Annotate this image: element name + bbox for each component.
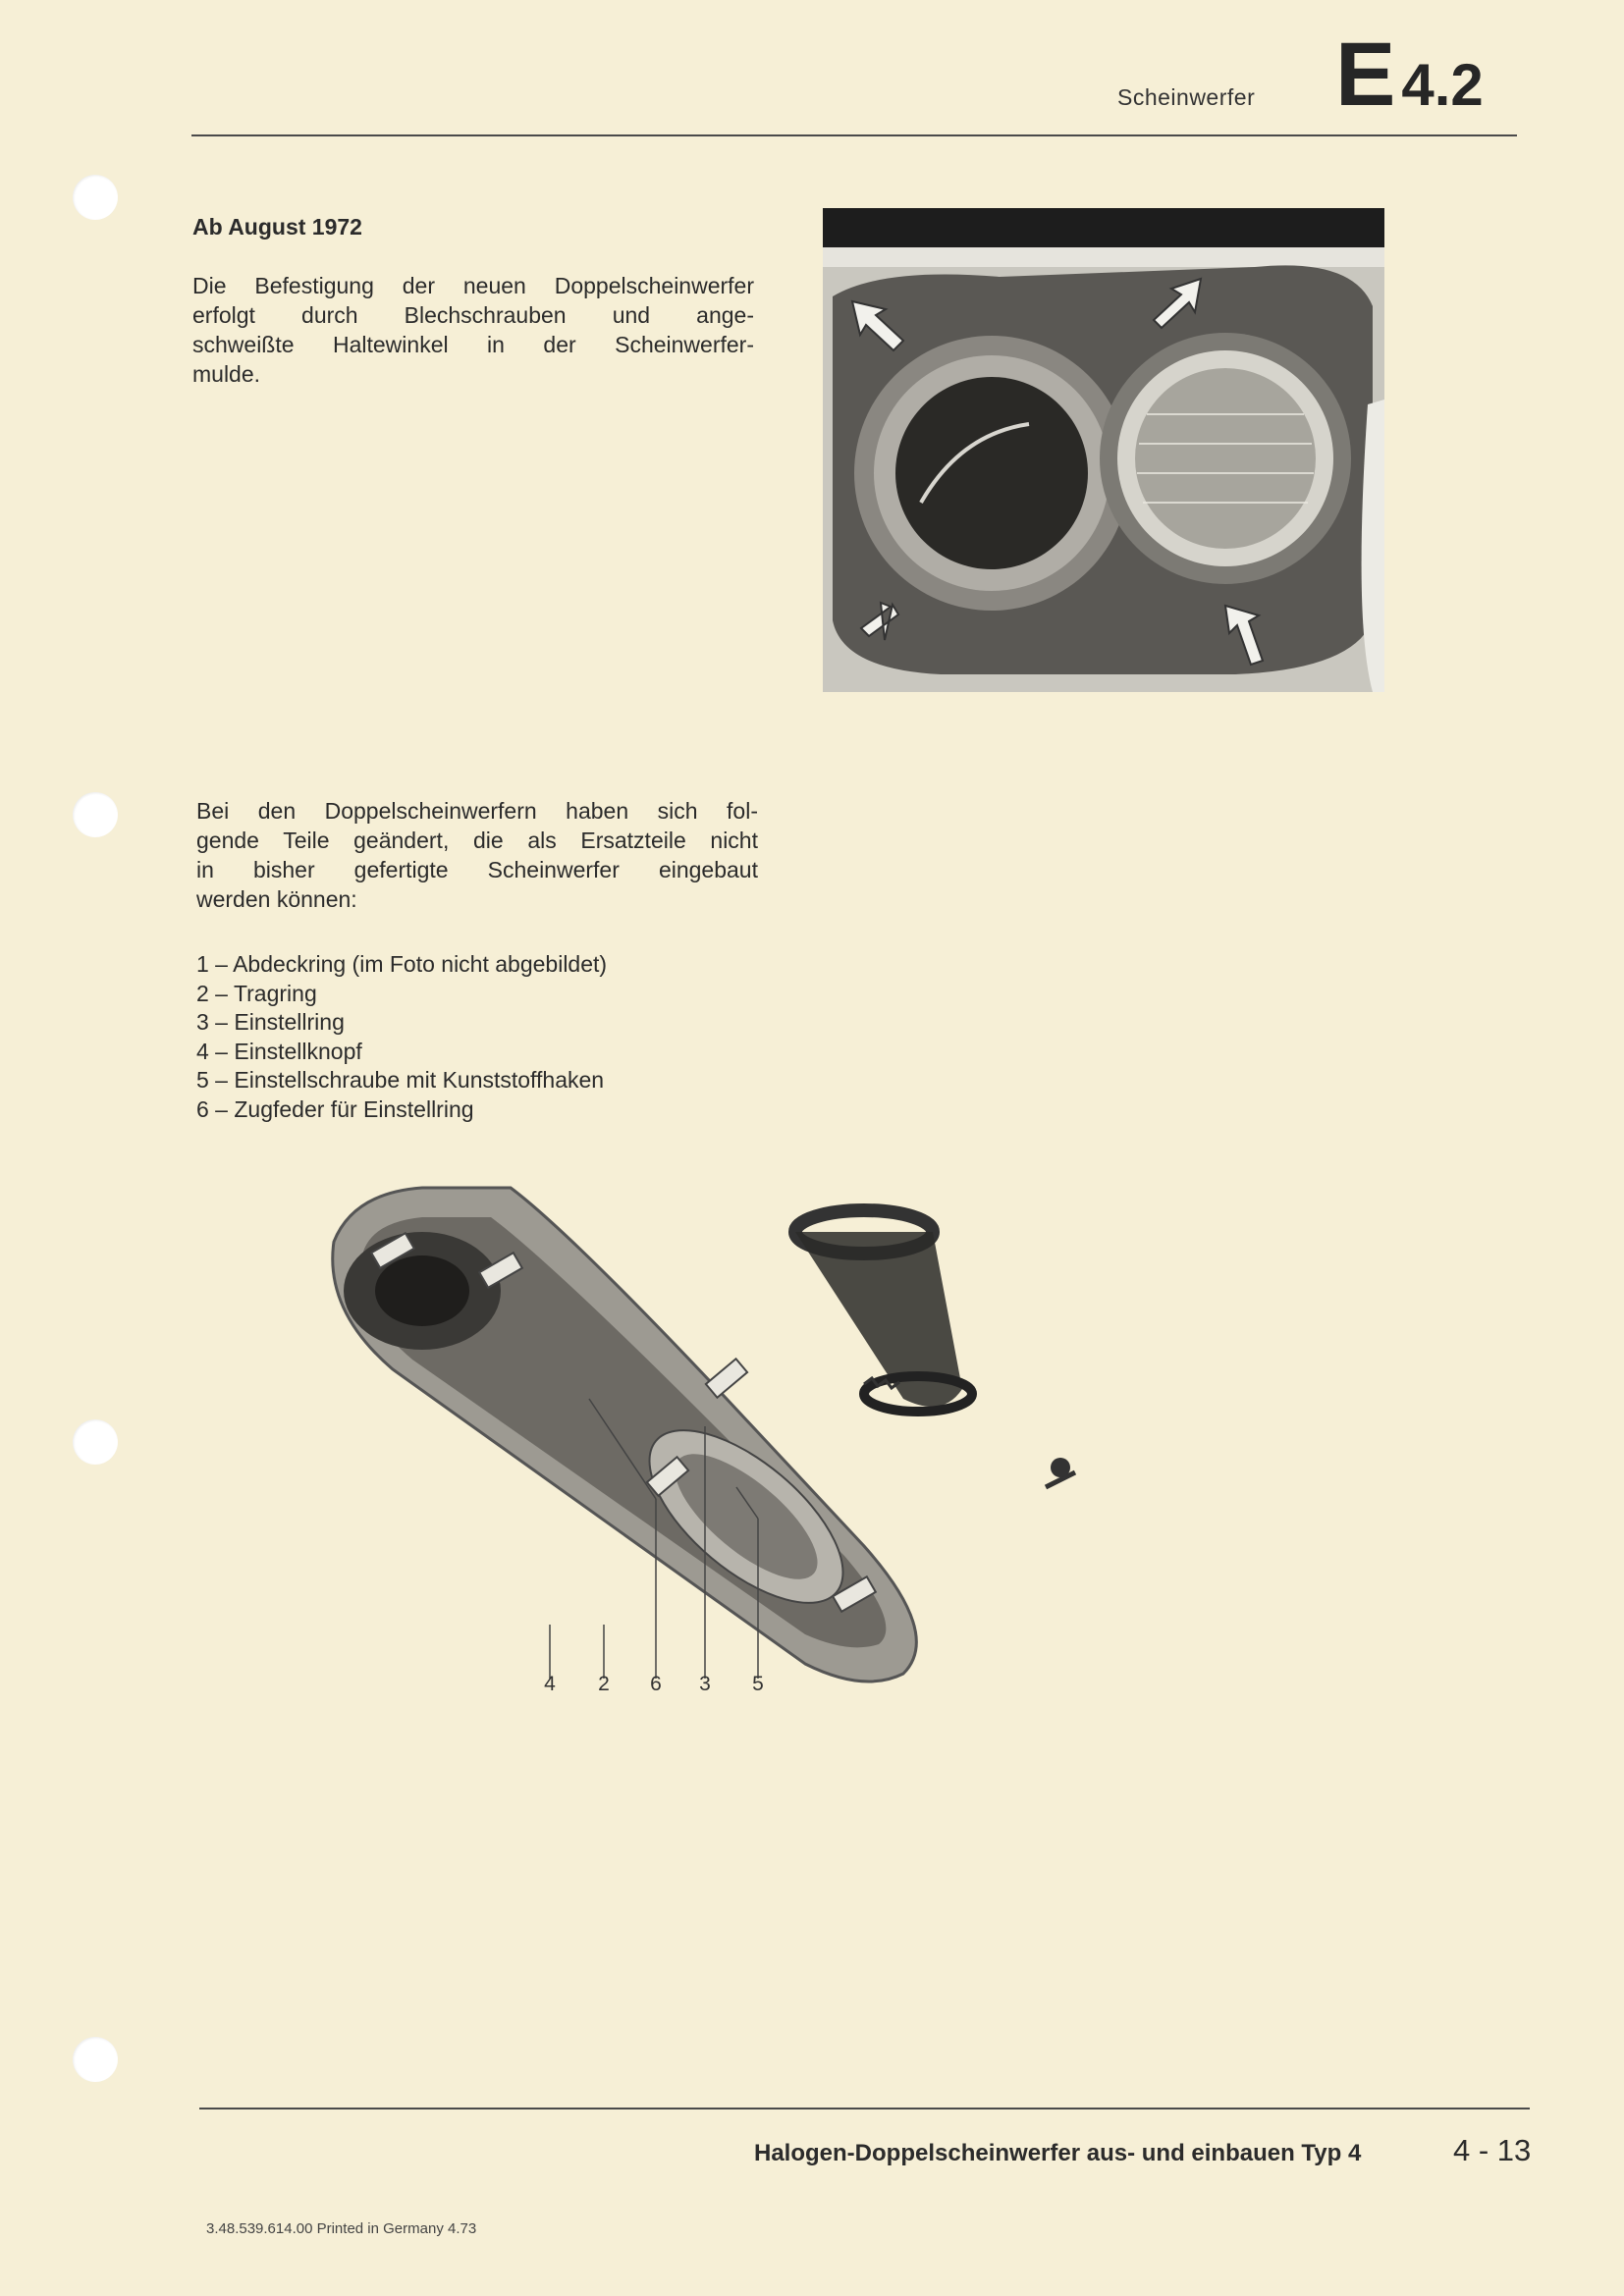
- punch-hole-1: [73, 175, 118, 220]
- adjusting-screw: [1046, 1458, 1075, 1487]
- intro-line-2: erfolgt durch Blechschrauben und ange-: [192, 302, 754, 328]
- label-6: 6: [650, 1673, 662, 1695]
- intro-line-1: Die Befestigung der neuen Doppelscheinwerfer: [192, 273, 754, 298]
- label-3: 3: [699, 1673, 711, 1695]
- punch-hole-4: [73, 2037, 118, 2082]
- section-number: 4.2: [1401, 52, 1484, 118]
- header-title: Scheinwerfer: [1117, 84, 1256, 110]
- intro-line-3: schweißte Haltewinkel in der Scheinwerfer-: [192, 332, 754, 357]
- section-letter: E: [1335, 25, 1396, 125]
- parts-list-item: 5 – Einstellschraube mit Kunststoffhaken: [196, 1067, 605, 1093]
- section-mark: [1335, 25, 1484, 125]
- header-rule: [191, 134, 1517, 136]
- parts-list-item: 3 – Einstellring: [196, 1009, 345, 1035]
- print-info: 3.48.539.614.00 Printed in Germany 4.73: [206, 2220, 477, 2237]
- parts-list-item: 6 – Zugfeder für Einstellring: [196, 1095, 474, 1122]
- parts-list-item: 2 – Tragring: [196, 980, 317, 1006]
- changes-line-4: werden können:: [196, 886, 357, 912]
- footer-title: Halogen-Doppelscheinwerfer aus- und einbauen Typ 4: [754, 2140, 1362, 2166]
- changes-paragraph: [196, 796, 758, 914]
- punch-hole-3: [73, 1419, 118, 1465]
- changes-line-3: in bisher gefertigte Scheinwerfer eingebaut: [196, 857, 758, 882]
- intro-line-4: mulde.: [192, 361, 261, 387]
- intro-paragraph: [192, 271, 754, 389]
- changes-line-2: gende Teile geändert, die als Ersatzteile nicht: [196, 828, 758, 853]
- parts-list-item: 1 – Abdeckring (im Foto nicht abgebildet): [196, 951, 608, 977]
- parts-list: [196, 950, 607, 1124]
- footer-rule: [199, 2108, 1530, 2109]
- changes-line-1: Bei den Doppelscheinwerfern haben sich fol-: [196, 798, 758, 824]
- page-number: 4 - 13: [1453, 2133, 1532, 2167]
- punch-hole-2: [73, 792, 118, 837]
- parts-list-item: 4 – Einstellknopf: [196, 1038, 362, 1064]
- label-5: 5: [752, 1673, 764, 1695]
- headlight-parts-drawing: [314, 1173, 1198, 1713]
- intro-heading: Ab August 1972: [192, 214, 362, 240]
- headlight-photo: [823, 208, 1384, 692]
- label-2: 2: [598, 1673, 610, 1695]
- label-4: 4: [544, 1673, 556, 1695]
